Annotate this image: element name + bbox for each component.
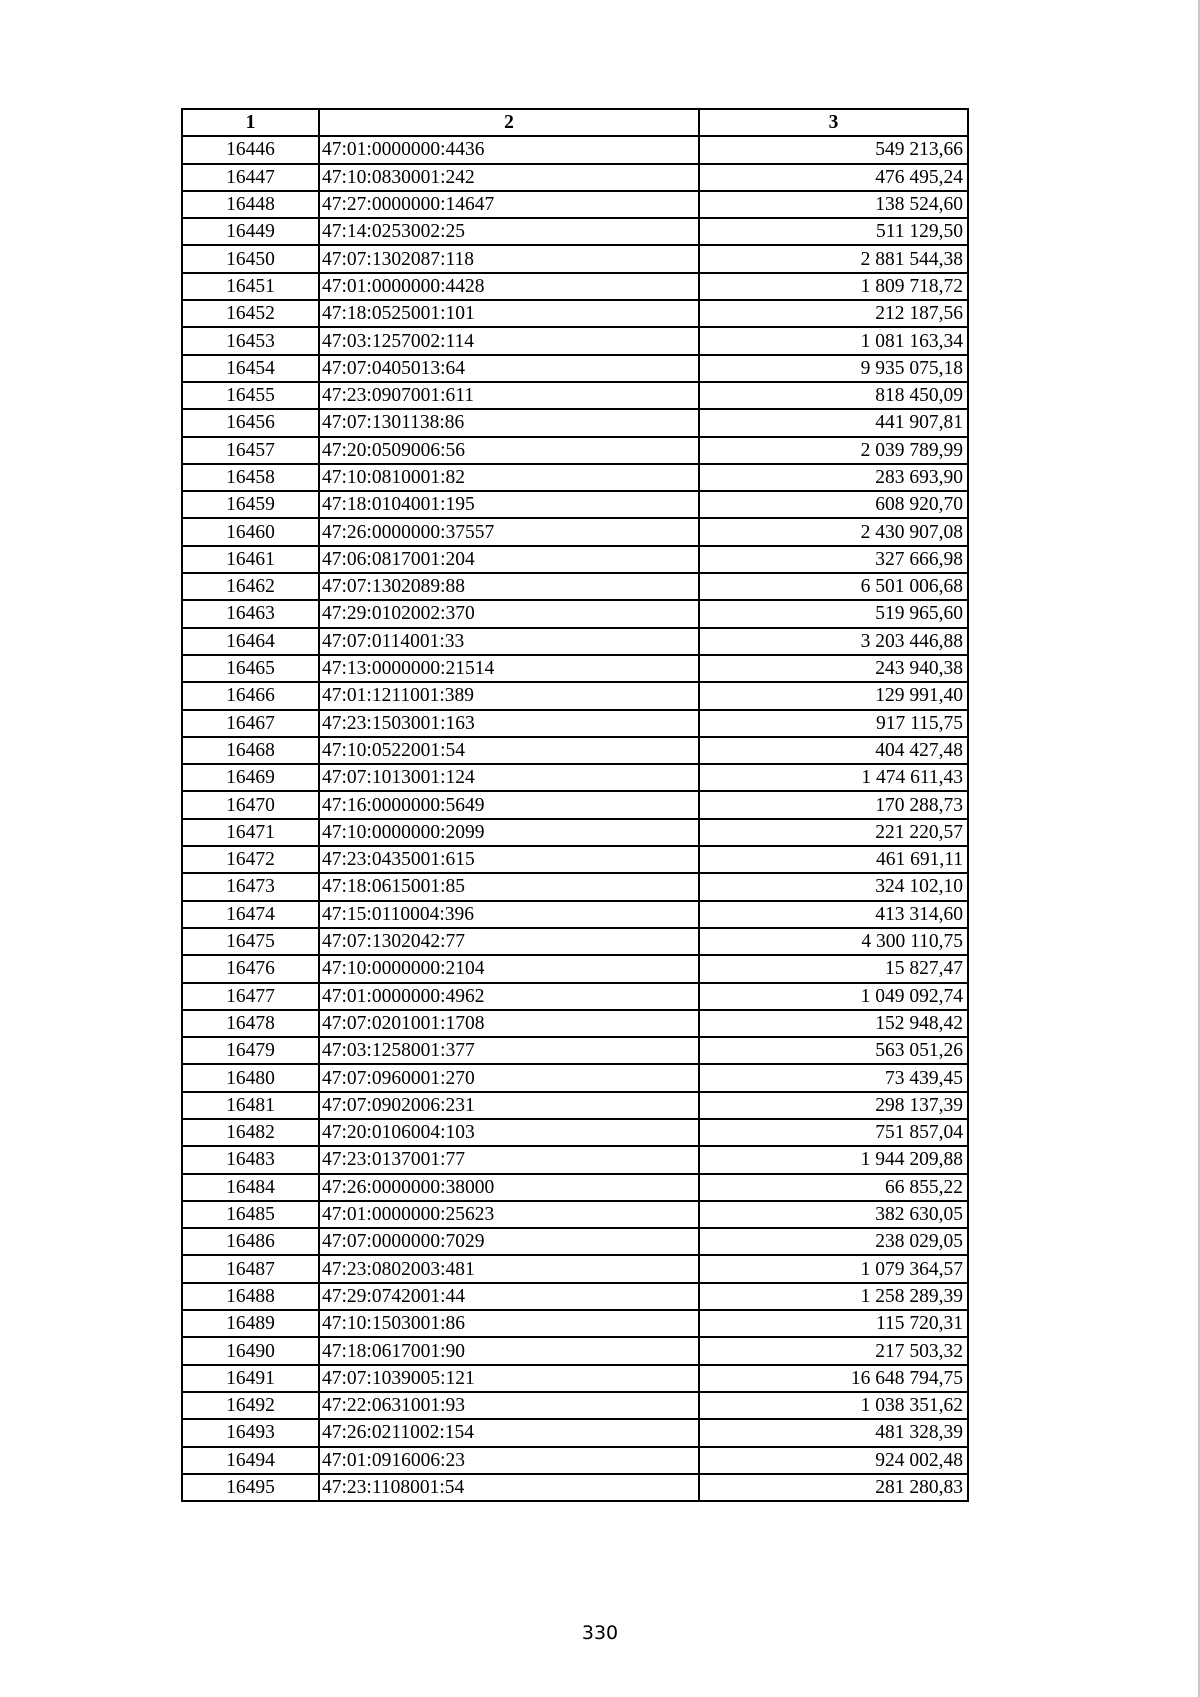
cadastral-number-cell: 47:07:0000000:7029 xyxy=(319,1228,699,1255)
value-cell: 138 524,60 xyxy=(699,191,968,218)
table-row xyxy=(182,1064,968,1091)
value-cell: 324 102,10 xyxy=(699,873,968,900)
value-cell: 4 300 110,75 xyxy=(699,928,968,955)
value-cell: 2 039 789,99 xyxy=(699,437,968,464)
row-number-cell: 16478 xyxy=(182,1010,319,1037)
row-number-cell: 16468 xyxy=(182,737,319,764)
cadastral-number-cell: 47:23:0802003:481 xyxy=(319,1255,699,1282)
row-number-cell: 16446 xyxy=(182,136,319,163)
row-number-cell: 16490 xyxy=(182,1337,319,1364)
value-cell: 1 081 163,34 xyxy=(699,327,968,354)
cadastral-number-cell: 47:03:1258001:377 xyxy=(319,1037,699,1064)
value-cell: 115 720,31 xyxy=(699,1310,968,1337)
row-number-cell: 16466 xyxy=(182,682,319,709)
row-number-cell: 16467 xyxy=(182,710,319,737)
value-cell: 461 691,11 xyxy=(699,846,968,873)
table-row xyxy=(182,600,968,627)
value-cell: 152 948,42 xyxy=(699,1010,968,1037)
table-row xyxy=(182,928,968,955)
table-row xyxy=(182,518,968,545)
cadastral-number-cell: 47:20:0509006:56 xyxy=(319,437,699,464)
table-row xyxy=(182,245,968,272)
cadastral-number-cell: 47:10:0830001:242 xyxy=(319,164,699,191)
value-cell: 549 213,66 xyxy=(699,136,968,163)
cadastral-number-cell: 47:26:0000000:37557 xyxy=(319,518,699,545)
value-cell: 1 474 611,43 xyxy=(699,764,968,791)
value-cell: 217 503,32 xyxy=(699,1337,968,1364)
row-number-cell: 16484 xyxy=(182,1174,319,1201)
table-row xyxy=(182,682,968,709)
value-cell: 1 049 092,74 xyxy=(699,983,968,1010)
table-row xyxy=(182,273,968,300)
row-number-cell: 16465 xyxy=(182,655,319,682)
cadastral-number-cell: 47:07:1013001:124 xyxy=(319,764,699,791)
cadastral-number-cell: 47:18:0104001:195 xyxy=(319,491,699,518)
table-row xyxy=(182,1037,968,1064)
cadastral-number-cell: 47:27:0000000:14647 xyxy=(319,191,699,218)
row-number-cell: 16458 xyxy=(182,464,319,491)
column-header-3: 3 xyxy=(699,109,968,136)
cadastral-number-cell: 47:07:0405013:64 xyxy=(319,355,699,382)
row-number-cell: 16480 xyxy=(182,1064,319,1091)
row-number-cell: 16470 xyxy=(182,791,319,818)
cadastral-number-cell: 47:23:1108001:54 xyxy=(319,1474,699,1501)
table-row xyxy=(182,355,968,382)
page-number: 330 xyxy=(581,1622,619,1644)
table-row xyxy=(182,1228,968,1255)
table-row xyxy=(182,382,968,409)
row-number-cell: 16449 xyxy=(182,218,319,245)
row-number-cell: 16481 xyxy=(182,1092,319,1119)
row-number-cell: 16459 xyxy=(182,491,319,518)
table-row xyxy=(182,573,968,600)
value-cell: 327 666,98 xyxy=(699,546,968,573)
cadastral-number-cell: 47:18:0525001:101 xyxy=(319,300,699,327)
cadastral-number-cell: 47:26:0000000:38000 xyxy=(319,1174,699,1201)
cadastral-number-cell: 47:01:0916006:23 xyxy=(319,1447,699,1474)
cadastral-number-cell: 47:01:0000000:4962 xyxy=(319,983,699,1010)
table-row xyxy=(182,327,968,354)
value-cell: 129 991,40 xyxy=(699,682,968,709)
column-header-2: 2 xyxy=(319,109,699,136)
table-row xyxy=(182,1419,968,1446)
cadastral-number-cell: 47:07:0902006:231 xyxy=(319,1092,699,1119)
value-cell: 563 051,26 xyxy=(699,1037,968,1064)
value-cell: 519 965,60 xyxy=(699,600,968,627)
table-row xyxy=(182,437,968,464)
table-row xyxy=(182,218,968,245)
cadastral-number-cell: 47:26:0211002:154 xyxy=(319,1419,699,1446)
value-cell: 221 220,57 xyxy=(699,819,968,846)
value-cell: 413 314,60 xyxy=(699,901,968,928)
table-row xyxy=(182,1201,968,1228)
table-row xyxy=(182,1146,968,1173)
value-cell: 9 935 075,18 xyxy=(699,355,968,382)
table-row xyxy=(182,1392,968,1419)
cadastral-number-cell: 47:18:0615001:85 xyxy=(319,873,699,900)
value-cell: 511 129,50 xyxy=(699,218,968,245)
cadastral-number-cell: 47:14:0253002:25 xyxy=(319,218,699,245)
table-row xyxy=(182,1010,968,1037)
value-cell: 298 137,39 xyxy=(699,1092,968,1119)
row-number-cell: 16489 xyxy=(182,1310,319,1337)
cadastral-number-cell: 47:07:1301138:86 xyxy=(319,409,699,436)
row-number-cell: 16453 xyxy=(182,327,319,354)
row-number-cell: 16452 xyxy=(182,300,319,327)
cadastral-number-cell: 47:20:0106004:103 xyxy=(319,1119,699,1146)
cadastral-number-cell: 47:01:0000000:4436 xyxy=(319,136,699,163)
row-number-cell: 16486 xyxy=(182,1228,319,1255)
row-number-cell: 16494 xyxy=(182,1447,319,1474)
table-row xyxy=(182,164,968,191)
cadastral-number-cell: 47:10:0810001:82 xyxy=(319,464,699,491)
row-number-cell: 16471 xyxy=(182,819,319,846)
row-number-cell: 16477 xyxy=(182,983,319,1010)
table-row xyxy=(182,791,968,818)
cadastral-number-cell: 47:07:1302089:88 xyxy=(319,573,699,600)
cadastral-number-cell: 47:23:1503001:163 xyxy=(319,710,699,737)
row-number-cell: 16448 xyxy=(182,191,319,218)
row-number-cell: 16474 xyxy=(182,901,319,928)
table-row xyxy=(182,983,968,1010)
cadastral-number-cell: 47:10:0000000:2104 xyxy=(319,955,699,982)
cadastral-number-cell: 47:23:0435001:615 xyxy=(319,846,699,873)
row-number-cell: 16491 xyxy=(182,1365,319,1392)
table-row xyxy=(182,491,968,518)
cadastral-number-cell: 47:07:1039005:121 xyxy=(319,1365,699,1392)
value-cell: 66 855,22 xyxy=(699,1174,968,1201)
table-row xyxy=(182,464,968,491)
value-cell: 382 630,05 xyxy=(699,1201,968,1228)
value-cell: 2 430 907,08 xyxy=(699,518,968,545)
value-cell: 1 944 209,88 xyxy=(699,1146,968,1173)
value-cell: 917 115,75 xyxy=(699,710,968,737)
cadastral-number-cell: 47:29:0742001:44 xyxy=(319,1283,699,1310)
value-cell: 281 280,83 xyxy=(699,1474,968,1501)
table-row xyxy=(182,1174,968,1201)
cadastral-number-cell: 47:07:0960001:270 xyxy=(319,1064,699,1091)
table-row xyxy=(182,655,968,682)
cadastral-number-cell: 47:16:0000000:5649 xyxy=(319,791,699,818)
row-number-cell: 16464 xyxy=(182,628,319,655)
table-row xyxy=(182,1119,968,1146)
table-row xyxy=(182,819,968,846)
table-row xyxy=(182,764,968,791)
row-number-cell: 16482 xyxy=(182,1119,319,1146)
table-row xyxy=(182,737,968,764)
value-cell: 170 288,73 xyxy=(699,791,968,818)
value-cell: 1 038 351,62 xyxy=(699,1392,968,1419)
cadastral-number-cell: 47:15:0110004:396 xyxy=(319,901,699,928)
table-row xyxy=(182,136,968,163)
cadastral-number-cell: 47:10:0000000:2099 xyxy=(319,819,699,846)
row-number-cell: 16462 xyxy=(182,573,319,600)
value-cell: 608 920,70 xyxy=(699,491,968,518)
table-row xyxy=(182,901,968,928)
table-row xyxy=(182,191,968,218)
value-cell: 751 857,04 xyxy=(699,1119,968,1146)
row-number-cell: 16492 xyxy=(182,1392,319,1419)
row-number-cell: 16488 xyxy=(182,1283,319,1310)
row-number-cell: 16456 xyxy=(182,409,319,436)
cadastral-number-cell: 47:22:0631001:93 xyxy=(319,1392,699,1419)
value-cell: 818 450,09 xyxy=(699,382,968,409)
cadastral-number-cell: 47:23:0907001:611 xyxy=(319,382,699,409)
table-row xyxy=(182,1474,968,1501)
table-row xyxy=(182,1447,968,1474)
row-number-cell: 16455 xyxy=(182,382,319,409)
cadastral-number-cell: 47:07:0114001:33 xyxy=(319,628,699,655)
value-cell: 481 328,39 xyxy=(699,1419,968,1446)
row-number-cell: 16476 xyxy=(182,955,319,982)
table-body xyxy=(182,136,968,1501)
value-cell: 15 827,47 xyxy=(699,955,968,982)
row-number-cell: 16447 xyxy=(182,164,319,191)
row-number-cell: 16451 xyxy=(182,273,319,300)
header-row xyxy=(182,109,968,136)
cadastral-number-cell: 47:10:0522001:54 xyxy=(319,737,699,764)
value-cell: 2 881 544,38 xyxy=(699,245,968,272)
table-row xyxy=(182,1283,968,1310)
cadastral-number-cell: 47:03:1257002:114 xyxy=(319,327,699,354)
cadastral-number-cell: 47:06:0817001:204 xyxy=(319,546,699,573)
row-number-cell: 16450 xyxy=(182,245,319,272)
value-cell: 238 029,05 xyxy=(699,1228,968,1255)
table-row xyxy=(182,628,968,655)
row-number-cell: 16457 xyxy=(182,437,319,464)
row-number-cell: 16473 xyxy=(182,873,319,900)
table-row xyxy=(182,846,968,873)
row-number-cell: 16493 xyxy=(182,1419,319,1446)
value-cell: 73 439,45 xyxy=(699,1064,968,1091)
row-number-cell: 16485 xyxy=(182,1201,319,1228)
value-cell: 283 693,90 xyxy=(699,464,968,491)
table-row xyxy=(182,955,968,982)
row-number-cell: 16460 xyxy=(182,518,319,545)
row-number-cell: 16483 xyxy=(182,1146,319,1173)
row-number-cell: 16469 xyxy=(182,764,319,791)
value-cell: 1 079 364,57 xyxy=(699,1255,968,1282)
cadastral-number-cell: 47:07:0201001:1708 xyxy=(319,1010,699,1037)
value-cell: 441 907,81 xyxy=(699,409,968,436)
row-number-cell: 16487 xyxy=(182,1255,319,1282)
table-header xyxy=(182,109,968,136)
row-number-cell: 16461 xyxy=(182,546,319,573)
value-cell: 243 940,38 xyxy=(699,655,968,682)
cadastral-number-cell: 47:07:1302042:77 xyxy=(319,928,699,955)
cadastral-number-cell: 47:18:0617001:90 xyxy=(319,1337,699,1364)
cadastral-number-cell: 47:01:1211001:389 xyxy=(319,682,699,709)
table-row xyxy=(182,1337,968,1364)
row-number-cell: 16463 xyxy=(182,600,319,627)
table-row xyxy=(182,409,968,436)
row-number-cell: 16479 xyxy=(182,1037,319,1064)
cadastral-number-cell: 47:01:0000000:4428 xyxy=(319,273,699,300)
cadastral-number-cell: 47:29:0102002:370 xyxy=(319,600,699,627)
value-cell: 1 809 718,72 xyxy=(699,273,968,300)
row-number-cell: 16495 xyxy=(182,1474,319,1501)
cadastral-number-cell: 47:07:1302087:118 xyxy=(319,245,699,272)
table-row xyxy=(182,300,968,327)
value-cell: 212 187,56 xyxy=(699,300,968,327)
value-cell: 404 427,48 xyxy=(699,737,968,764)
table-row xyxy=(182,710,968,737)
cadastral-number-cell: 47:13:0000000:21514 xyxy=(319,655,699,682)
value-cell: 16 648 794,75 xyxy=(699,1365,968,1392)
column-header-1: 1 xyxy=(182,109,319,136)
row-number-cell: 16472 xyxy=(182,846,319,873)
value-cell: 924 002,48 xyxy=(699,1447,968,1474)
row-number-cell: 16475 xyxy=(182,928,319,955)
table-row xyxy=(182,1310,968,1337)
value-cell: 476 495,24 xyxy=(699,164,968,191)
cadastral-number-cell: 47:01:0000000:25623 xyxy=(319,1201,699,1228)
table-row xyxy=(182,1365,968,1392)
cadastral-number-cell: 47:10:1503001:86 xyxy=(319,1310,699,1337)
table-row xyxy=(182,873,968,900)
table-row xyxy=(182,1092,968,1119)
value-cell: 3 203 446,88 xyxy=(699,628,968,655)
value-cell: 1 258 289,39 xyxy=(699,1283,968,1310)
data-table xyxy=(181,108,969,1502)
row-number-cell: 16454 xyxy=(182,355,319,382)
table-row xyxy=(182,1255,968,1282)
table-row xyxy=(182,546,968,573)
cadastral-number-cell: 47:23:0137001:77 xyxy=(319,1146,699,1173)
value-cell: 6 501 006,68 xyxy=(699,573,968,600)
